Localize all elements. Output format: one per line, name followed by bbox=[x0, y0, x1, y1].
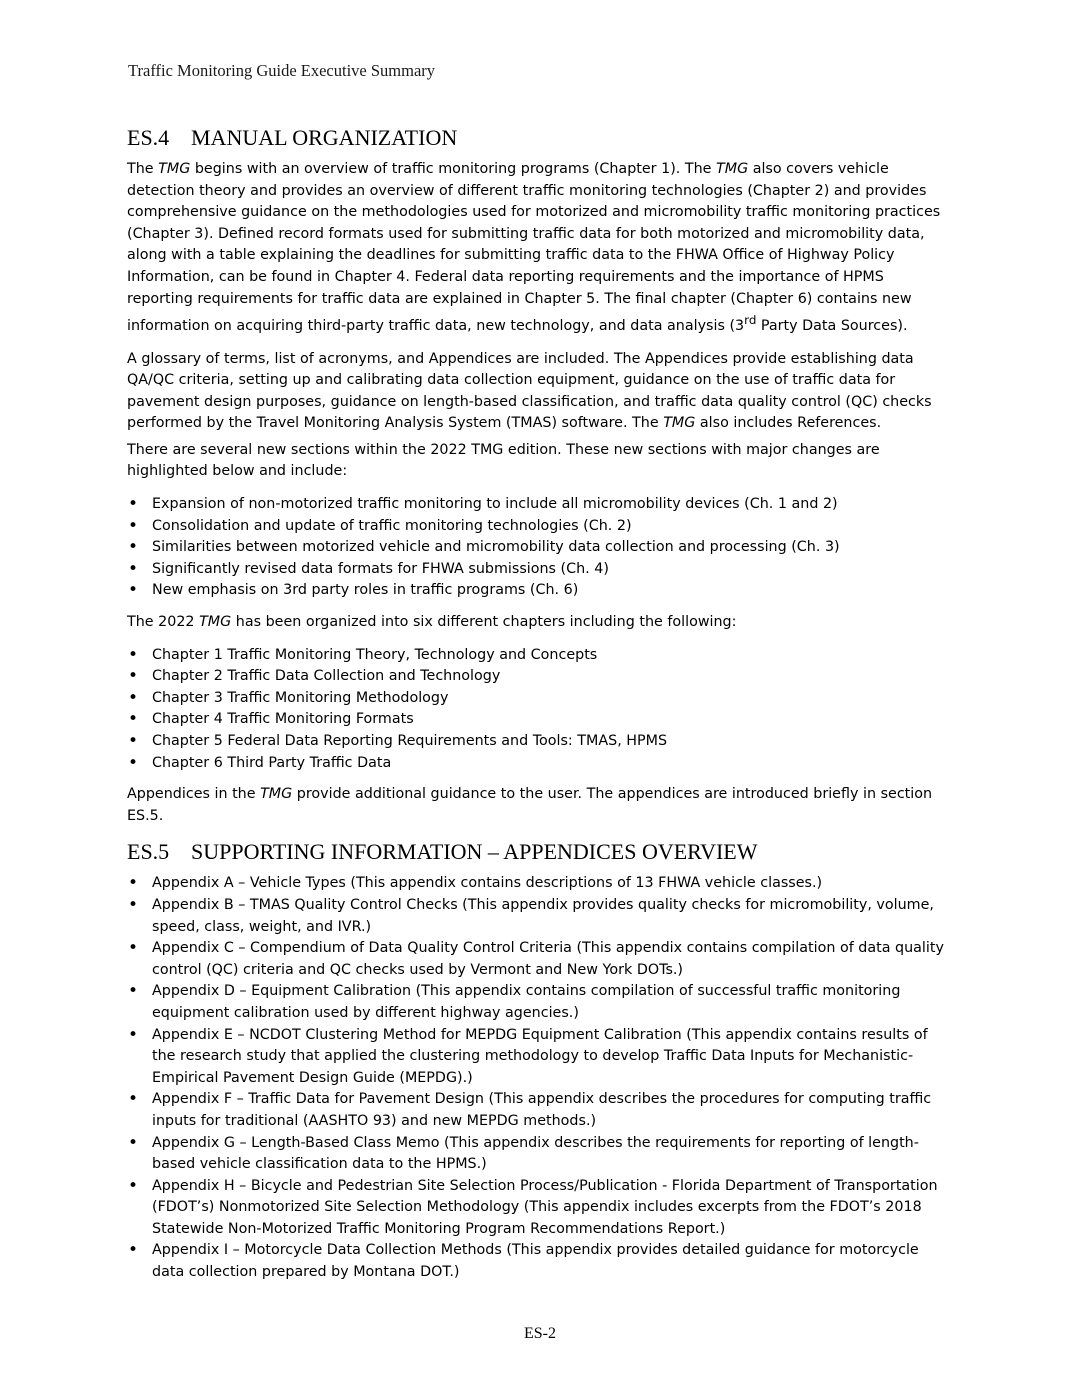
list-item: • Appendix H – Bicycle and Pedestrian Site Selection Process/Publication - Florida Department of Transportation (FDOT’s) Nonmotorized Site Selection Methodology (This appendix includes excerpts from the FDOT’s 2018 Statewide Non-Motorized Traffic Monitoring Program Recommendations Report.) bbox=[127, 1176, 947, 1241]
text-run: also covers vehicle detection theory and provides an overview of different traffic monitoring technologies (Chapter 2) and provides comprehensive guidance on the methodologies used for motorized and micromobility traffic monitoring practices (Chapter 3). Defined record formats used for submitting traffic data for both motorized and micromobility data, along with a table explaining the deadlines for submitting traffic data to the FHWA Office of Highway Policy Information, can be found in Chapter 4. Federal data reporting requirements and the importance of HPMS reporting requirements for traffic data are explained in Chapter 5. The final chapter (Chapter 6) contains new information on acquiring third-party traffic data, new technology, and data analysis (3 bbox=[127, 161, 941, 334]
italic-term: TMG bbox=[663, 415, 696, 432]
section-title: SUPPORTING INFORMATION – APPENDICES OVERVIEW bbox=[191, 839, 758, 865]
page-number: ES-2 bbox=[524, 1325, 556, 1342]
list-item: • New emphasis on 3rd party roles in traffic programs (Ch. 6) bbox=[127, 580, 947, 602]
paragraph-new-sections: There are several new sections within the 2022 TMG edition. These new sections with major changes are highlighted below and include: bbox=[127, 441, 880, 480]
text-run: begins with an overview of traffic monitoring programs (Chapter 1). The bbox=[190, 161, 716, 177]
page-content bbox=[127, 124, 947, 1294]
italic-term: TMG bbox=[158, 161, 191, 177]
text-run: A glossary of terms, list of acronyms, and Appendices are included. The Appendices provide establishing data QA/QC criteria, setting up and calibrating data collection equipment, guidance on the use of traffic data for pavement design purposes, guidance on length-based classification, and traffic data quality control (QC) checks performed by the Travel Monitoring Analysis System (TMAS) software. The bbox=[127, 350, 932, 432]
list-item: • Chapter 5 Federal Data Reporting Requirements and Tools: TMAS, HPMS bbox=[127, 731, 947, 753]
new-sections-list bbox=[127, 494, 947, 602]
list-item: • Appendix I – Motorcycle Data Collection Methods (This appendix provides detailed guidance for motorcycle data collection prepared by Montana DOT.) bbox=[127, 1240, 947, 1283]
list-item: • Expansion of non-motorized traffic monitoring to include all micromobility devices (Ch. 1 and 2) bbox=[127, 494, 947, 516]
list-item: • Chapter 1 Traffic Monitoring Theory, Technology and Concepts bbox=[127, 645, 947, 667]
list-item: • Appendix G – Length-Based Class Memo (This appendix describes the requirements for reporting of length-based vehicle classification data to the HPMS.) bbox=[127, 1133, 947, 1176]
list-item: • Appendix A – Vehicle Types (This appendix contains descriptions of 13 FHWA vehicle classes.) bbox=[127, 873, 947, 895]
list-item: • Appendix C – Compendium of Data Quality Control Criteria (This appendix contains compilation of data quality control (QC) criteria and QC checks used by Vermont and New York DOTs.) bbox=[127, 938, 947, 981]
paragraph-glossary bbox=[127, 349, 947, 435]
text-run: Party Data Sources). bbox=[756, 317, 908, 334]
list-item: • Similarities between motorized vehicle and micromobility data collection and processing (Ch. 3) bbox=[127, 537, 947, 559]
list-item: • Consolidation and update of traffic monitoring technologies (Ch. 2) bbox=[127, 516, 947, 538]
list-item: • Chapter 6 Third Party Traffic Data bbox=[127, 753, 947, 775]
text-run: also includes References. bbox=[695, 415, 882, 432]
text-run: has been organized into six different chapters including the following: bbox=[231, 614, 737, 631]
section-heading-es5 bbox=[127, 838, 947, 866]
chapters-list bbox=[127, 645, 947, 775]
list-item: • Appendix F – Traffic Data for Pavement Design (This appendix describes the procedures for computing traffic inputs for traditional (AASHTO 93) and new MEPDG methods.) bbox=[127, 1089, 947, 1132]
section-title: MANUAL ORGANIZATION bbox=[191, 125, 458, 150]
text-run: The 2022 bbox=[127, 614, 200, 631]
list-item: • Appendix B – TMAS Quality Control Checks (This appendix provides quality checks for micromobility, volume, speed, class, weight, and IVR.) bbox=[127, 895, 947, 938]
italic-term: TMG bbox=[716, 161, 749, 177]
list-item: • Significantly revised data formats for FHWA submissions (Ch. 4) bbox=[127, 559, 947, 581]
section-number: ES.5 bbox=[127, 839, 170, 865]
list-item: • Chapter 4 Traffic Monitoring Formats bbox=[127, 709, 947, 731]
superscript: rd bbox=[744, 313, 757, 328]
list-item: • Chapter 2 Traffic Data Collection and Technology bbox=[127, 666, 947, 688]
paragraph-appendices-intro bbox=[127, 784, 947, 827]
italic-term: TMG bbox=[199, 614, 232, 631]
text-run: The bbox=[127, 161, 159, 177]
text-run: Appendices in the bbox=[127, 786, 261, 803]
running-header: Traffic Monitoring Guide Executive Summary bbox=[128, 61, 436, 80]
section-heading-es4 bbox=[127, 124, 947, 152]
appendices-list bbox=[127, 873, 947, 1283]
section-number: ES.4 bbox=[127, 125, 170, 150]
paragraph-chapters-intro bbox=[127, 612, 947, 634]
list-item: • Appendix E – NCDOT Clustering Method for MEPDG Equipment Calibration (This appendix contains results of the research study that applied the clustering methodology to develop Traffic Data Inputs for Mechanistic-Empirical Pavement Design Guide (MEPDG).) bbox=[127, 1025, 947, 1090]
italic-term: TMG bbox=[260, 786, 293, 803]
list-item: • Appendix D – Equipment Calibration (This appendix contains compilation of successful traffic monitoring equipment calibration used by different highway agencies.) bbox=[127, 981, 947, 1024]
list-item: • Chapter 3 Traffic Monitoring Methodology bbox=[127, 688, 947, 710]
paragraph-overview bbox=[127, 159, 947, 338]
text-run: provide additional guidance to the user. The appendices are introduced briefly in section ES.5. bbox=[127, 786, 933, 824]
